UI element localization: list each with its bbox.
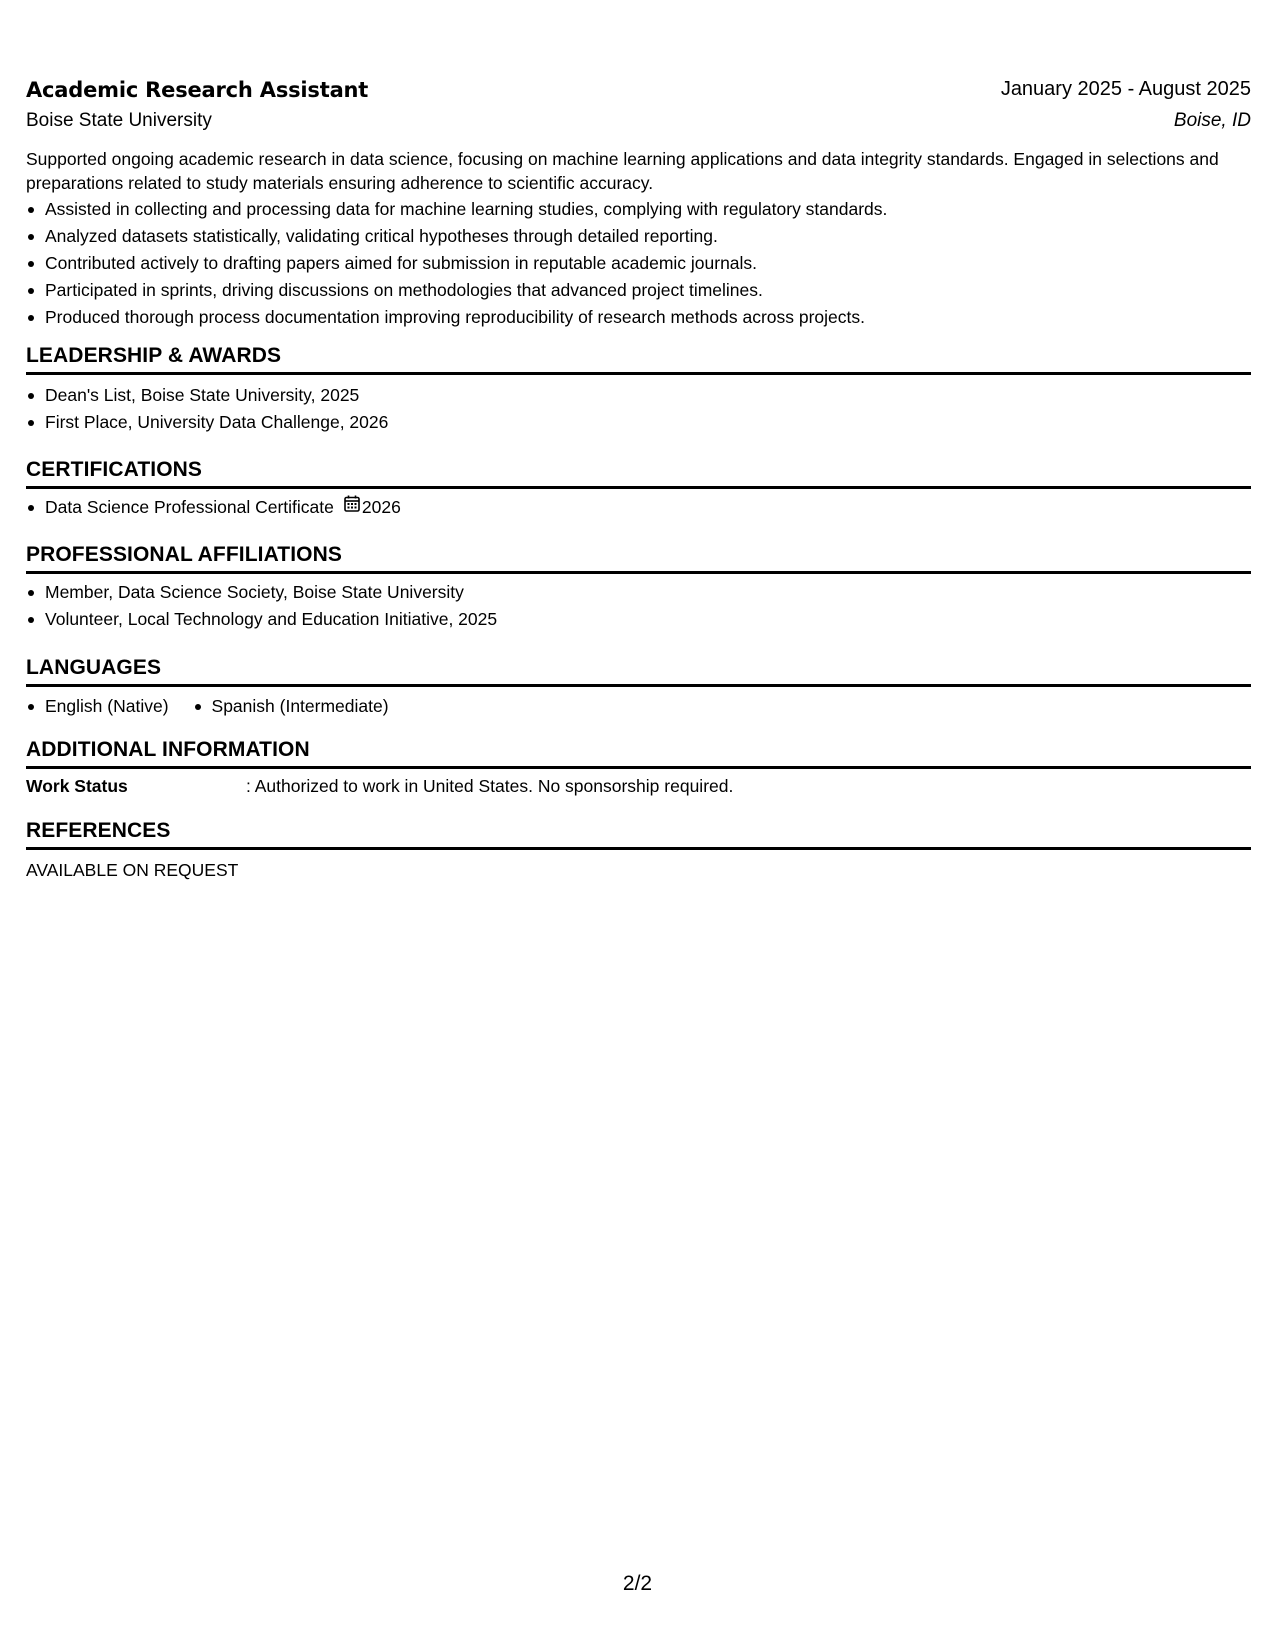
- references-section: [26, 816, 1251, 881]
- languages-section: [26, 653, 1251, 720]
- list-item: Produced thorough process documentation improving reproducibility of research methods across projects.: [26, 304, 1251, 331]
- list-item: Member, Data Science Society, Boise State University: [26, 579, 1251, 606]
- section-heading: LEADERSHIP & AWARDS: [26, 344, 282, 367]
- certificate-year: 2026: [361, 497, 401, 517]
- job-summary: Supported ongoing academic research in data science, focusing on machine learning applications and data integrity standards. Engaged in selections and preparations related to study materials ensuring adherence to scientific accuracy.: [26, 149, 1219, 193]
- list-item: English (Native): [26, 693, 169, 720]
- section-heading: PROFESSIONAL AFFILIATIONS: [26, 543, 342, 566]
- section-divider: [26, 372, 1251, 375]
- section-heading: ADDITIONAL INFORMATION: [26, 738, 310, 761]
- job-location: Boise, ID: [1173, 110, 1251, 131]
- leadership-list: [26, 382, 1251, 436]
- job-organization: Boise State University: [26, 110, 212, 131]
- list-item: [26, 494, 1251, 521]
- job-dates: January 2025 - August 2025: [1000, 78, 1251, 100]
- certificate-name: Data Science Professional Certificate: [45, 497, 334, 517]
- leadership-section: [26, 341, 1251, 436]
- section-divider: [26, 486, 1251, 489]
- job-bullet-list: [26, 196, 1251, 331]
- section-heading: LANGUAGES: [26, 656, 162, 679]
- certifications-section: [26, 455, 1251, 521]
- list-item: Participated in sprints, driving discussions on methodologies that advanced project timelines.: [26, 277, 1251, 304]
- affiliations-section: [26, 540, 1251, 633]
- list-item: First Place, University Data Challenge, 2026: [26, 409, 1251, 436]
- list-item: Contributed actively to drafting papers aimed for submission in reputable academic journals.: [26, 250, 1251, 277]
- section-divider: [26, 766, 1251, 769]
- list-item: Analyzed datasets statistically, validating critical hypotheses through detailed reporting.: [26, 223, 1251, 250]
- section-divider: [26, 571, 1251, 574]
- affiliations-list: [26, 579, 1251, 633]
- additional-info-section: [26, 735, 1251, 797]
- section-heading: REFERENCES: [26, 819, 171, 842]
- list-item: Dean's List, Boise State University, 2025: [26, 382, 1251, 409]
- list-item: Assisted in collecting and processing data for machine learning studies, complying with regulatory standards.: [26, 196, 1251, 223]
- list-item: Volunteer, Local Technology and Education Initiative, 2025: [26, 606, 1251, 633]
- info-value: : Authorized to work in United States. No sponsorship required.: [246, 776, 734, 796]
- page-number: 2/2: [622, 1572, 653, 1595]
- languages-list: [26, 693, 1251, 720]
- info-row: [26, 776, 1251, 797]
- list-item: Spanish (Intermediate): [193, 693, 389, 720]
- certifications-list: [26, 494, 1251, 521]
- info-key: Work Status: [26, 776, 128, 796]
- references-text: AVAILABLE ON REQUEST: [26, 860, 239, 880]
- job-title: Academic Research Assistant: [26, 78, 369, 102]
- section-heading: CERTIFICATIONS: [26, 458, 203, 481]
- calendar-icon: [344, 493, 360, 520]
- section-divider: [26, 847, 1251, 850]
- section-divider: [26, 684, 1251, 687]
